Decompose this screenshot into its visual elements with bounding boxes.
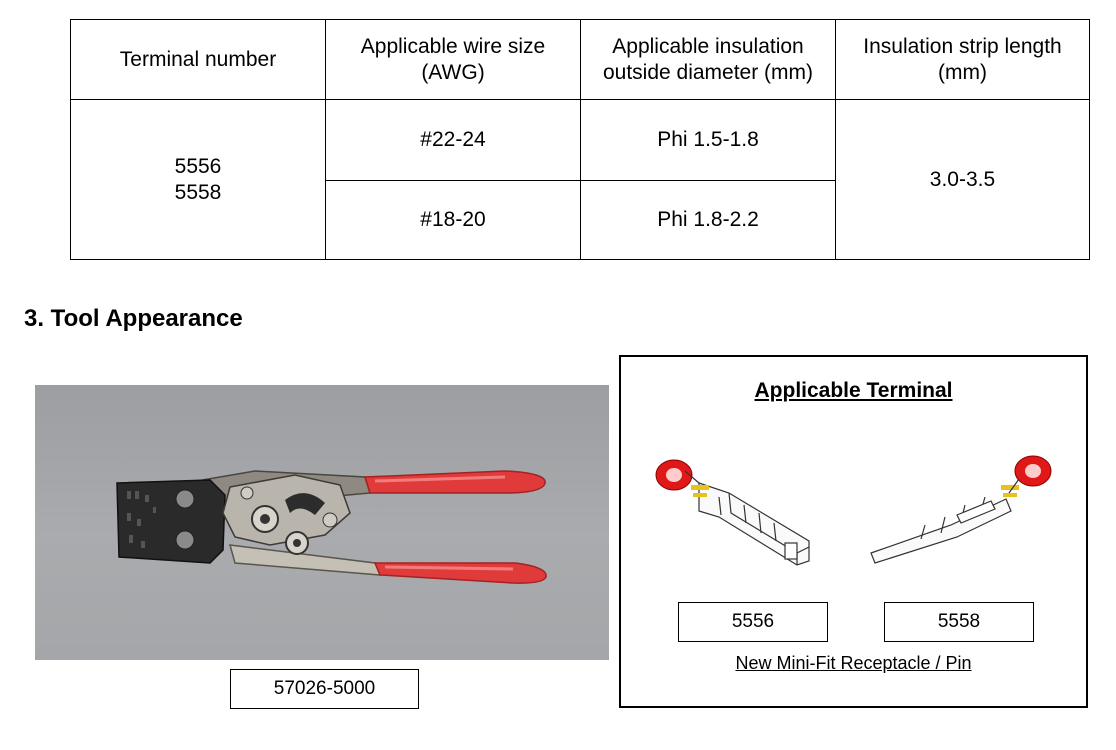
- table-header-row: [71, 20, 1090, 100]
- cell-insulation-diameter: Phi 1.8-2.2: [581, 180, 836, 259]
- panel-caption: New Mini-Fit Receptacle / Pin: [735, 653, 972, 673]
- section-heading: 3. Tool Appearance: [24, 305, 243, 332]
- crimp-tool-illustration: [35, 385, 609, 660]
- upper-grip: [365, 471, 545, 493]
- cell-wire-size: #18-20: [326, 180, 581, 259]
- cell-wire-size: #22-24: [326, 100, 581, 180]
- table-row: [71, 100, 1090, 180]
- applicable-terminal-panel: [619, 355, 1088, 708]
- part-number-box: 57026-5000: [230, 669, 419, 709]
- cell-insulation-diameter: Phi 1.5-1.8: [581, 100, 836, 180]
- cell-strip-length: 3.0-3.5: [836, 100, 1090, 260]
- cell-terminal-numbers: 5556 5558: [71, 100, 326, 260]
- pin-terminal-drawing: [861, 453, 1061, 573]
- receptacle-terminal-drawing: [649, 453, 819, 573]
- header-insulation-diameter: Applicable insulation outside diameter (mm): [581, 20, 836, 100]
- panel-title: Applicable Terminal: [754, 379, 953, 402]
- header-strip-length: Insulation strip length (mm): [836, 20, 1090, 100]
- header-wire-size: Applicable wire size (AWG): [326, 20, 581, 100]
- spec-table: [70, 19, 1090, 260]
- terminal-5558-box: 5558: [884, 602, 1034, 642]
- crimp-tool-photo: [35, 385, 609, 660]
- header-terminal-number: Terminal number: [71, 20, 326, 100]
- terminal-5556-box: 5556: [678, 602, 828, 642]
